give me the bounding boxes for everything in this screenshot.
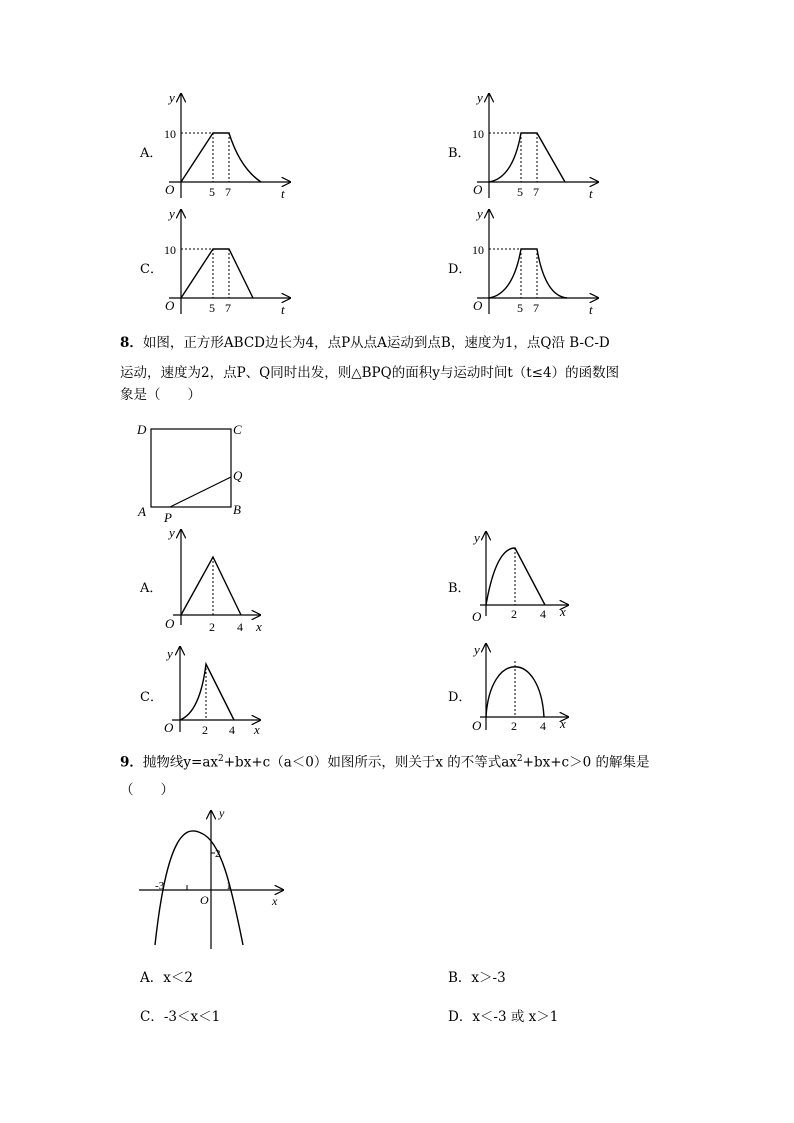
- q8b-xtick1: 2: [511, 607, 517, 621]
- q8-square-figure: [130, 418, 260, 528]
- q9-ytick: 2: [215, 848, 221, 860]
- q8b-x-label: x: [560, 604, 566, 619]
- q8b-xtick2: 4: [540, 607, 546, 621]
- q8b-y-label: y: [474, 530, 480, 545]
- q8c-x-label: x: [254, 722, 260, 737]
- q7c-ytick: 10: [164, 243, 176, 257]
- q8b-origin: O: [472, 609, 482, 624]
- q9-option-d[interactable]: D．x＜-3 或 x＞1: [448, 1009, 559, 1025]
- q8d-x-label: x: [560, 716, 566, 731]
- q8-option-d-graph: [460, 640, 580, 740]
- q7b-x-label: t: [589, 186, 593, 201]
- q7a-xtick2: 7: [225, 185, 231, 199]
- q8-fig-a: A: [138, 504, 146, 519]
- q7d-x-label: t: [589, 302, 593, 317]
- q8-fig-p: P: [164, 510, 172, 525]
- q8-option-b-letter: B．: [448, 581, 471, 596]
- q7a-ytick: 10: [164, 127, 176, 141]
- q8c-xtick1: 2: [202, 723, 208, 737]
- q8-line3: 象是（ ）: [120, 387, 201, 403]
- q8-option-d-letter: D．: [448, 690, 472, 705]
- q7c-origin: O: [165, 298, 175, 313]
- q7b-ytick: 10: [472, 127, 484, 141]
- q8-fig-b: B: [233, 502, 241, 517]
- q7-option-a-letter: A．: [140, 146, 163, 161]
- q8-text: [120, 328, 680, 402]
- q8a-xtick2: 4: [237, 620, 243, 634]
- q7d-xtick2: 7: [533, 301, 539, 315]
- q9-origin: O: [200, 893, 209, 907]
- q9-option-c[interactable]: C．-3＜x＜1: [140, 1009, 221, 1025]
- q8-fig-c: C: [233, 422, 242, 437]
- q9-text: [120, 744, 700, 802]
- q7b-origin: O: [473, 182, 483, 197]
- q8c-xtick2: 4: [229, 723, 235, 737]
- q8-line1-text: 如图，正方形ABCD边长为4，点P从点A运动到点B，速度为1，点Q沿 B-C-D: [142, 335, 610, 351]
- q8c-origin: O: [164, 720, 174, 735]
- q8-option-c-graph: [150, 642, 270, 742]
- q7-option-a-graph: [155, 88, 305, 208]
- q9-line1-post: +bx+c＞0 的解集是: [522, 754, 650, 771]
- q9-x-label: x: [272, 894, 278, 908]
- q7a-y-label: y: [169, 90, 175, 105]
- q7a-origin: O: [165, 182, 175, 197]
- q8d-y-label: y: [474, 642, 480, 657]
- q7b-y-label: y: [477, 90, 483, 105]
- q7-option-c-graph: [155, 204, 305, 324]
- q7-option-d-graph: [463, 204, 613, 324]
- q7c-x-label: t: [281, 302, 285, 317]
- q9-y-label: y: [219, 806, 225, 820]
- q8d-origin: O: [472, 718, 482, 733]
- q8-line1: [120, 328, 680, 358]
- q7-option-c-letter: C．: [140, 262, 163, 277]
- q7c-xtick1: 5: [209, 301, 215, 315]
- q8-fig-d: D: [137, 422, 147, 437]
- q7c-xtick2: 7: [225, 301, 231, 315]
- q8a-xtick1: 2: [209, 620, 215, 634]
- q9-sup1: 2: [218, 754, 224, 764]
- q8a-origin: O: [165, 616, 175, 631]
- q9-xneg: -3: [155, 880, 165, 892]
- q9-line1-pre: 抛物线y=ax: [142, 754, 219, 771]
- q7a-x-label: t: [281, 186, 285, 201]
- q8-option-a-letter: A．: [140, 581, 163, 596]
- q7d-ytick: 10: [472, 243, 484, 257]
- q9-sup2: 2: [516, 754, 523, 764]
- q9-line1-mid: +bx+c（a＜0）如图所示，则关于x 的不等式ax: [223, 754, 517, 771]
- q7-option-b-letter: B．: [448, 146, 471, 161]
- q7-option-d-letter: D．: [448, 262, 472, 277]
- q9-line2: （ ）: [120, 781, 174, 798]
- q7d-y-label: y: [477, 206, 483, 221]
- q8-option-a-graph: [155, 525, 275, 640]
- q8a-x-label: x: [256, 619, 262, 634]
- q7d-origin: O: [473, 298, 483, 313]
- q7c-y-label: y: [169, 206, 175, 221]
- q8c-y-label: y: [167, 646, 173, 661]
- q7b-xtick2: 7: [533, 185, 539, 199]
- q7d-xtick1: 5: [517, 301, 523, 315]
- q8d-xtick2: 4: [540, 719, 546, 733]
- q8-fig-q: Q: [233, 468, 243, 483]
- q8d-xtick1: 2: [511, 719, 517, 733]
- q9-option-a[interactable]: A．x＜2: [140, 970, 193, 986]
- q8-number: 8．: [120, 335, 143, 351]
- q9-line1: [120, 744, 700, 778]
- q9-option-b[interactable]: B．x＞-3: [448, 970, 506, 986]
- q8-option-b-graph: [460, 528, 580, 628]
- q7-option-b-graph: [463, 88, 613, 208]
- q9-xpos: 1: [226, 880, 232, 892]
- q9-number: 9．: [120, 754, 143, 771]
- q9-parabola-figure: [135, 805, 295, 955]
- q7a-xtick1: 5: [209, 185, 215, 199]
- q7b-xtick1: 5: [517, 185, 523, 199]
- q8-option-c-letter: C．: [140, 690, 163, 705]
- q8-line2: 运动，速度为2，点P、Q同时出发，则△BPQ的面积y与运动时间t（t≤4）的函数图: [120, 365, 620, 381]
- q8a-y-label: y: [169, 525, 175, 540]
